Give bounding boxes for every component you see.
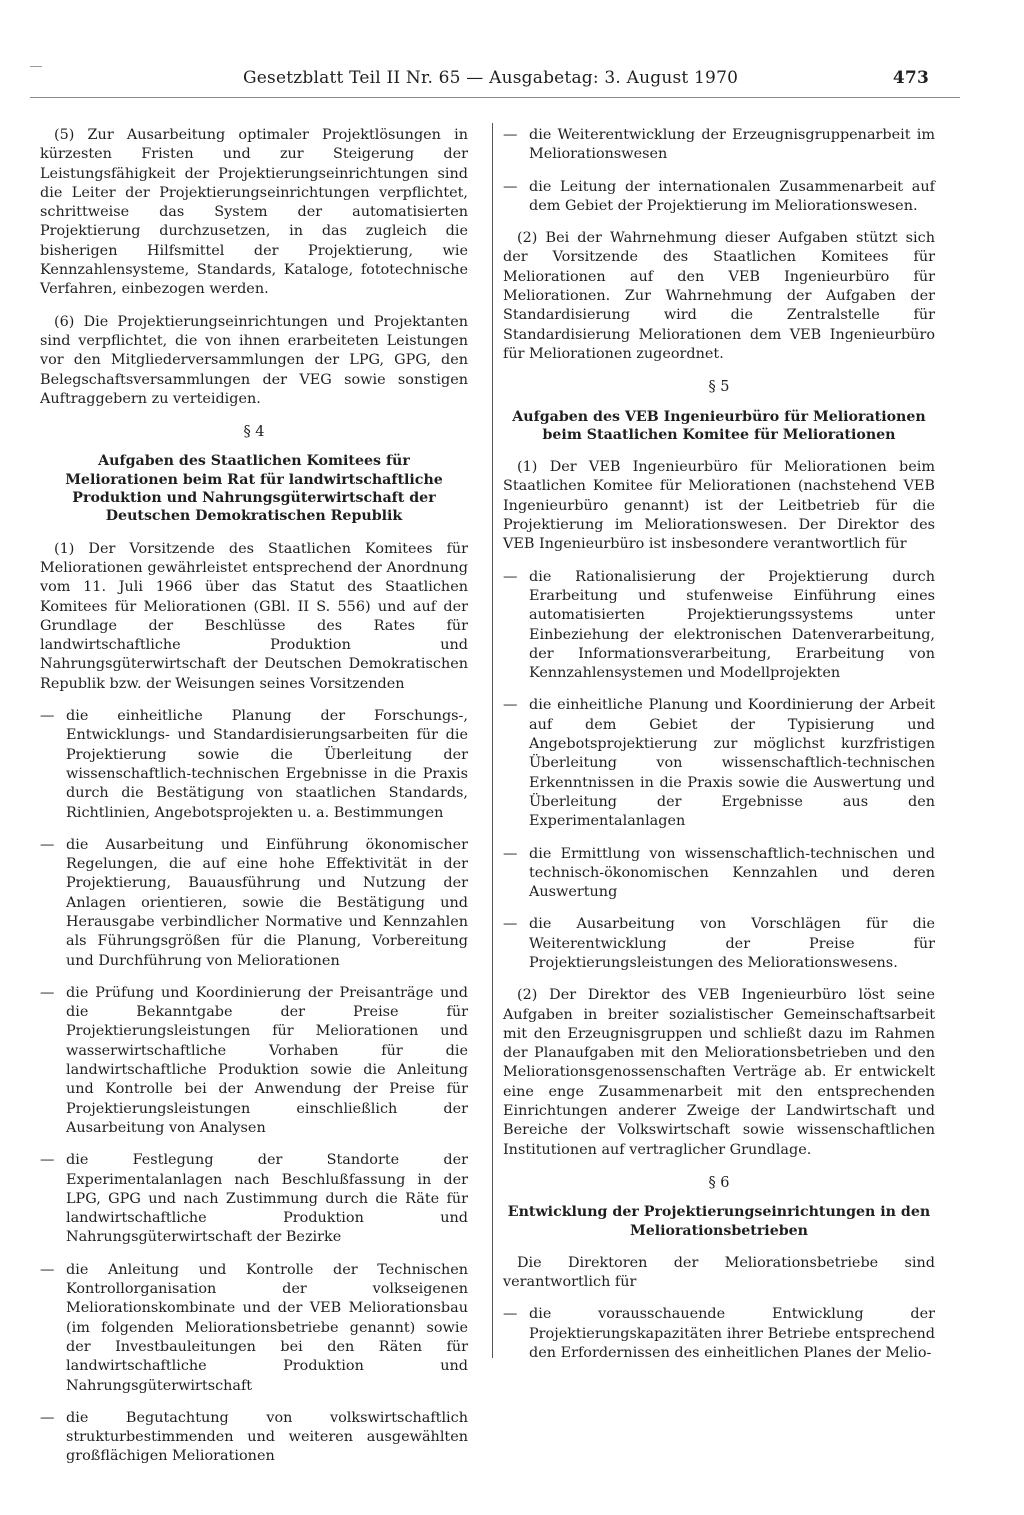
header-title: Gesetzblatt Teil II Nr. 65 — Ausgabetag: 3. August 1970 [243,68,739,88]
list-item-text: die einheitliche Planung und Koordinierung der Arbeit auf dem Gebiet der Typisierung und Angebotsprojektierung zur möglichst kurzfristigen Überleitung von wissenschaftlich-technischen Erkenntnissen in die Praxis sowie die Auswertung und Überleitung der Ergebnisse aus den Experimentalanlagen [529,697,935,830]
section-5-paragraph-2: (2) Der Direktor des VEB Ingenieurbüro löst seine Aufgaben in breiter sozialistischer Gemeinschaftsarbeit mit den Erzeugnisgruppen und schließt dazu im Rahmen der Planaufgaben mit den Meliorationsbetrieben und den Meliorationsgenossenschaften Verträge ab. Er entwickelt eine enge Zusammenarbeit mit den entsprechenden Einrichtungen anderer Zweige der Landwirtschaft und Bereiche der Volkswirtschaft sowie wissenschaftlichen Institutionen auf vertraglicher Grundlage. [503,987,935,1158]
right-column [503,126,935,1376]
list-item [503,915,935,973]
dash-mark: — [503,697,518,714]
section-5-title: Aufgaben des VEB Ingenieurbüro für Meliorationen beim Staatlichen Komitee für Meliorationen [512,408,926,443]
section-6-paragraph: Die Direktoren der Meliorationsbetriebe sind verantwortlich für [503,1254,935,1291]
list-item-text: die Begutachtung von volkswirtschaftlich strukturbestimmenden und weiteren ausgewählten großflächigen Meliorationen [66,1409,468,1465]
dash-mark: — [503,178,518,195]
dash-mark: — [40,708,55,725]
paragraph-5: (5) Zur Ausarbeitung optimaler Projektlösungen in kürzesten Fristen und zur Steigerung der Leistungsfähigkeit der Projektierungseinrichtungen sind die Leiter der Projektierungseinrichtungen verpflichtet, schrittweise das System der automatisierten Projektierung durchzusetzen, in das zugleich die bisherigen Hilfsmittel der Projektierung, wie Kennzahlensysteme, Standards, Kataloge, fototechnische Verfahren, einbezogen werden. [40,127,468,298]
list-item [40,836,468,971]
section-4-title: Aufgaben des Staatlichen Komitees für Meliorationen beim Rat für landwirtschaftliche Produktion und Nahrungsgüterwirtschaft der Deutschen Demokratischen Republik [65,453,443,525]
list-item [503,696,935,831]
dash-mark: — [503,845,518,862]
dash-mark: — [40,1152,55,1169]
list-item [40,984,468,1138]
list-item-text: die Rationalisierung der Projektierung durch Erarbeitung und stufenweise Einführung eines automatisierten Projektierungssystems unter Einbeziehung der elektronischen Datenverarbeitung, der Informationsverarbeitung, Erarbeitung von Kennzahlensystemen und Modellprojekten [529,568,935,682]
list-item-text: die vorausschauende Entwicklung der Projektierungskapazitäten ihrer Betriebe entsprechend den Erfordernissen des einheitlichen Planes der Melio- [529,1306,935,1362]
header-rule [30,97,960,98]
section-4-paragraph-1: (1) Der Vorsitzende des Staatlichen Komitees für Meliorationen gewährleistet entsprechend der Anordnung vom 11. Juli 1966 über das Statut des Staatlichen Komitees für Meliorationen (GBl. II S. 556) und auf der Grundlage der Beschlüsse des Rates für landwirtschaftliche Produktion und Nahrungsgüterwirtschaft der Deutschen Demokratischen Republik bzw. der Weisungen seines Vorsitzenden [40,540,468,692]
list-item-text: die Weiterentwicklung der Erzeugnisgruppenarbeit im Meliorationswesen [529,127,935,163]
section-5-paragraph-1: (1) Der VEB Ingenieurbüro für Meliorationen beim Staatlichen Komitee für Meliorationen (nachstehend VEB Ingenieurbüro genannt) ist der Leitbetrieb für die Projektierung im Meliorationswesen. Der Direktor des VEB Ingenieurbüro ist insbesondere verantwortlich für [503,459,935,553]
list-item-text: die Anleitung und Kontrolle der Technischen Kontrollorganisation der volkseigenen Meliorationskombinate und der VEB Meliorationsbau (im folgenden Meliorationsbetriebe genannt) sowie der Investbauleitungen bei den Räten für landwirtschaftliche Produktion und Nahrungsgüterwirtschaft [66,1261,468,1394]
list-item-text: die Leitung der internationalen Zusammenarbeit auf dem Gebiet der Projektierung im Meliorationswesen. [529,178,935,214]
list-item [503,845,935,903]
dash-mark: — [503,568,518,585]
page-header [243,68,943,96]
section-4-number: § 4 [243,424,265,441]
list-item-text: die Prüfung und Koordinierung der Preisanträge und die Bekanntgabe der Preise für Projektierungsleistungen für Meliorationen und wasserwirtschaftliche Vorhaben für die landwirtschaftliche Produktion sowie die Anleitung und Kontrolle bei der Anwendung der Preise für Projektierungsleistungen einschließlich der Ausarbeitung von Analysen [66,984,468,1136]
dash-mark: — [40,984,55,1001]
dash-mark: — [40,1261,55,1278]
dash-mark: — [40,1409,55,1426]
section-5-number: § 5 [708,379,730,396]
list-item-text: die Ermittlung von wissenschaftlich-technischen und technisch-ökonomischen Kennzahlen und deren Auswertung [529,845,935,901]
list-item-text: die Ausarbeitung von Vorschlägen für die Weiterentwicklung der Preise für Projektierungsleistungen des Meliorationswesens. [529,916,935,971]
section-6-title: Entwicklung der Projektierungseinrichtungen in den Meliorationsbetrieben [507,1204,931,1239]
list-item [503,568,935,684]
list-item [503,178,935,217]
dash-mark: — [40,836,55,853]
list-item [40,1151,468,1247]
list-item-text: die Festlegung der Standorte der Experimentalanlagen nach Beschlußfassung in der LPG, GPG und nach Zustimmung durch die Räte für landwirtschaftliche Produktion und Nahrungsgüterwirtschaft der Bezirke [66,1152,468,1246]
page-number: 473 [892,68,929,88]
left-column [40,126,468,1480]
list-item [503,126,935,165]
section-6-number: § 6 [708,1174,730,1191]
scan-mark [30,66,42,67]
list-item [40,707,468,823]
list-item [503,1305,935,1363]
dash-mark: — [503,916,518,933]
paragraph-6: (6) Die Projektierungseinrichtungen und Projektanten sind verpflichtet, die von ihnen erarbeiteten Leistungen vor den Mitgliederversammlungen der LPG, GPG, den Belegschaftsversammlungen der VEG sowie sonstigen Auftraggebern zu verteidigen. [40,313,468,407]
list-item [40,1409,468,1467]
dash-mark: — [503,1306,518,1323]
section-4-paragraph-2: (2) Bei der Wahrnehmung dieser Aufgaben stützt sich der Vorsitzende des Staatlichen Komitees für Meliorationen auf den VEB Ingenieurbüro für Meliorationen. Zur Wahrnehmung der Aufgaben der Standardisierung wird die Zentralstelle für Standardisierung Meliorationen dem VEB Ingenieurbüro für Meliorationen zugeordnet. [503,230,935,362]
list-item-text: die Ausarbeitung und Einführung ökonomischer Regelungen, die auf eine hohe Effektivität in der Projektierung, Bauausführung und Nutzung der Anlagen orientieren, sowie die Bestätigung und Herausgabe verbindlicher Normative und Kennzahlen als Führungsgrößen für die Planung, Vorbereitung und Durchführung von Meliorationen [66,836,468,969]
list-item [40,1261,468,1396]
dash-mark: — [503,127,518,143]
list-item-text: die einheitliche Planung der Forschungs-, Entwicklungs- und Standardisierungsarbeiten für die Projektierung sowie die Überleitung der wissenschaftlich-technischen Ergebnisse in die Praxis durch die Bestätigung von staatlichen Standards, Richtlinien, Angebotsprojekten u. a. Bestimmungen [66,708,468,821]
column-divider [492,123,493,1358]
